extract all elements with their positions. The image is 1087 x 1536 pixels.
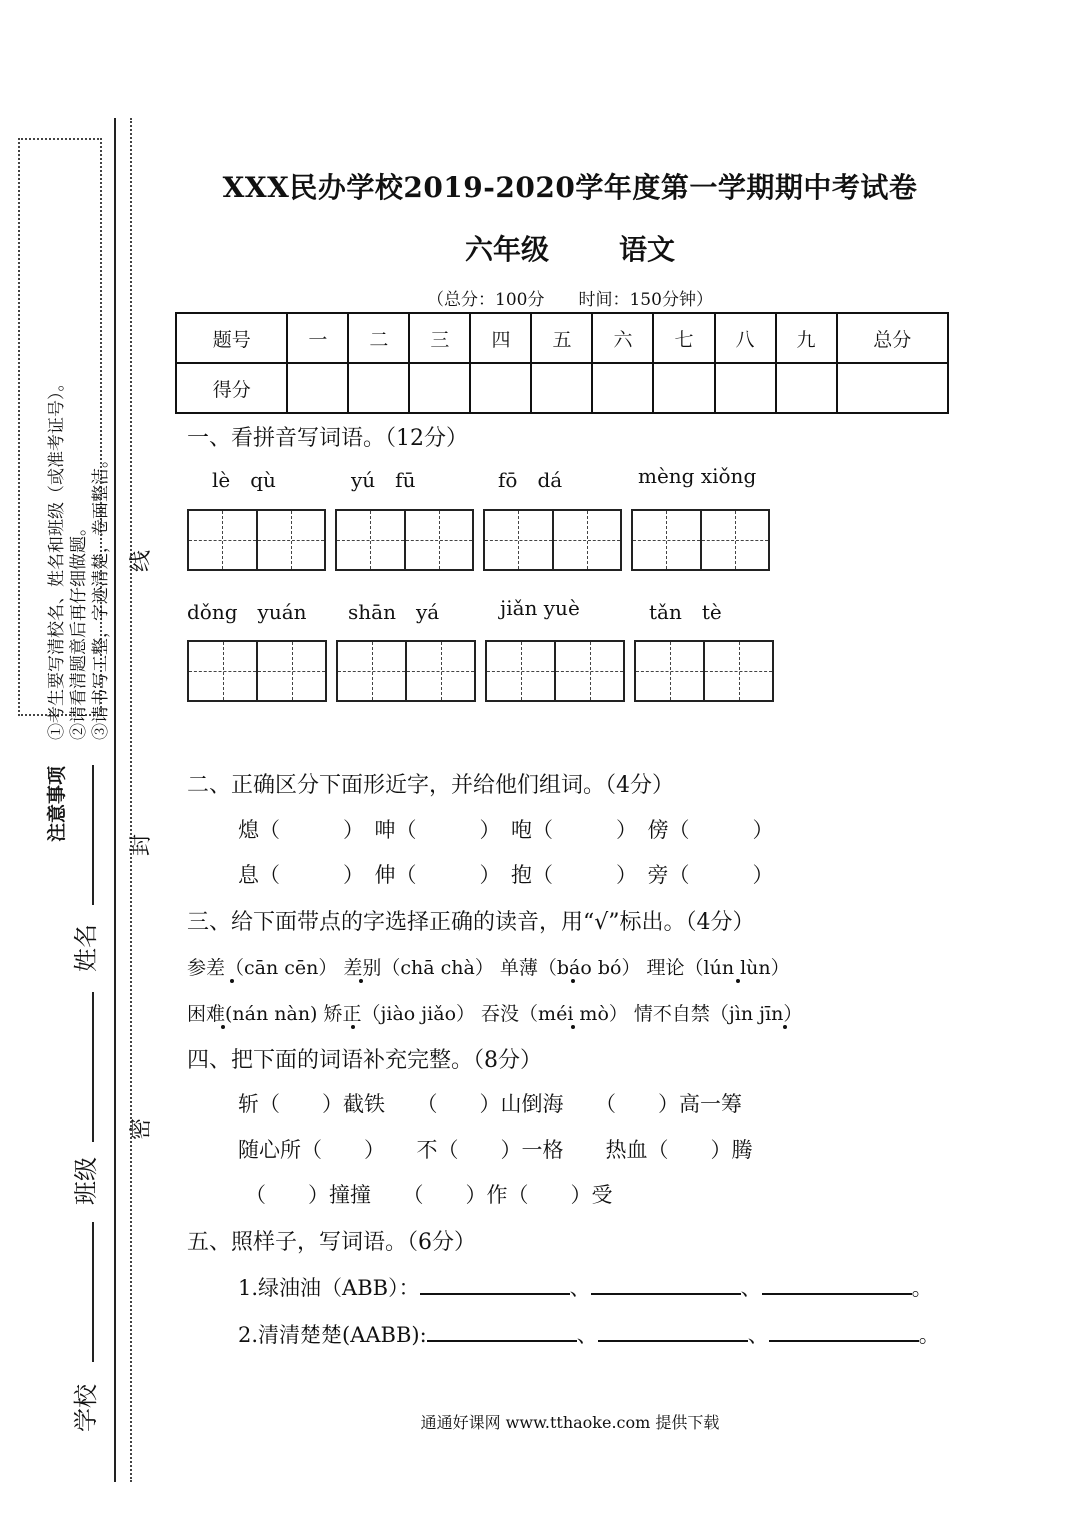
q1-pinyin: fō dá [498,468,563,492]
tianzige-box[interactable] [634,640,774,702]
q2-row-2: 息（ ） 伸（ ） 抱（ ） 旁（ ） [238,863,774,887]
score-table-score-row [176,363,948,413]
q1-pinyin: tǎn tè [649,600,722,624]
score-table-header-row [176,313,948,363]
q3-row-2: 困难(nán nàn) 矫正（jiào jiǎo） 吞没（méi mò） 情不自禁（jìn jīn） [187,1003,803,1025]
tianzige-box[interactable] [335,509,474,571]
score-header-cell: 二 [348,313,409,363]
score-header-cell: 一 [287,313,348,363]
q4-row-2: 随心所（ ） 不（ ）一格 热血（ ）腾 [238,1138,753,1162]
class-underline [92,992,94,1142]
binding-solid-line [114,118,116,1482]
name-underline [92,765,94,905]
exam-title: XXX民办学校2019-2020学年度第一学期期中考试卷 [222,171,918,204]
emphasis-dot [736,979,740,983]
score-header-cell: 三 [409,313,470,363]
score-input-cell[interactable] [715,363,776,413]
seal-char-line: 线 [129,549,154,572]
grade-label: 六年级 [464,233,549,266]
score-input-cell[interactable] [653,363,714,413]
score-header-cell: 六 [592,313,653,363]
tianzige-box[interactable] [631,509,770,571]
separator: 、 [569,1276,591,1300]
q5-item-1-label: 1.绿油油（ABB）： [238,1276,420,1300]
q1-pinyin: mèng xiǒng [638,464,757,488]
score-input-cell[interactable] [592,363,653,413]
score-table [175,312,949,414]
score-input-cell[interactable] [287,363,348,413]
emphasis-dot [571,979,575,983]
q3-title: 三、给下面带点的字选择正确的读音，用“√”标出。（4分） [187,910,755,935]
answer-blank[interactable] [762,1275,912,1295]
score-header-cell: 总分 [837,313,948,363]
answer-blank[interactable] [420,1275,570,1295]
subject-label: 语文 [619,233,676,266]
score-header-cell: 九 [776,313,837,363]
emphasis-dot [221,1025,225,1029]
emphasis-dot [230,979,234,983]
answer-blank[interactable] [591,1275,741,1295]
score-input-cell[interactable] [776,363,837,413]
score-input-cell[interactable] [470,363,531,413]
answer-blank[interactable] [769,1322,919,1342]
score-input-cell[interactable] [531,363,592,413]
emphasis-dot [359,979,363,983]
q5-title: 五、照样子，写词语。（6分） [187,1230,476,1255]
score-header-cell: 题号 [176,313,287,363]
binding-dotted-line [130,118,132,1482]
q2-row-1: 熄（ ） 呻（ ） 咆（ ） 傍（ ） [238,818,774,842]
tianzige-box[interactable] [483,509,622,571]
score-input-cell[interactable] [348,363,409,413]
score-header-cell: 七 [653,313,714,363]
q1-pinyin: dǒng yuán [187,600,307,624]
notice-title: 注意事项 [46,765,68,842]
exam-subtitle [150,228,990,268]
notice-line-1: ①考生要写清校名、姓名和班级（或准考证号）。 [47,374,67,740]
q1-title: 一、看拼音写词语。（12分） [187,426,468,451]
q1-pinyin: lè qù [212,468,276,492]
seal-char-secret: 密 [129,1117,154,1140]
school-label: 学校 [72,1384,100,1432]
answer-blank[interactable] [427,1322,577,1342]
terminator: 。 [918,1323,940,1347]
tianzige-box[interactable] [485,640,625,702]
score-input-cell[interactable] [837,363,948,413]
name-label: 姓名 [72,924,100,972]
separator: 、 [576,1323,598,1347]
tianzige-box[interactable] [187,509,326,571]
school-underline [92,1222,94,1362]
notice-box [18,138,111,842]
emphasis-dot [571,1025,575,1029]
tianzige-box[interactable] [336,640,476,702]
q4-row-3: （ ）撞撞 （ ）作（ ）受 [245,1183,613,1207]
q5-item-2-label: 2.清清楚楚(AABB): [238,1323,427,1347]
q5-item-2 [238,1319,940,1349]
terminator: 。 [911,1276,933,1300]
separator: 、 [747,1323,769,1347]
score-header-cell: 四 [470,313,531,363]
q2-title: 二、正确区分下面形近字，并给他们组词。（4分） [187,773,674,798]
q1-pinyin: jiǎn yuè [500,596,580,620]
footer-text: 通通好课网 www.tthaoke.com 提供下载 [420,1413,720,1432]
score-header-cell: 五 [531,313,592,363]
q5-item-1 [238,1272,933,1302]
seal-char-seal: 封 [129,833,154,856]
score-input-cell[interactable] [409,363,470,413]
notice-line-2: ②请看清题意后再仔细做题。 [69,519,89,740]
notice-line-3: ③请书写工整，字迹清楚，卷面整洁。 [91,451,111,740]
separator: 、 [740,1276,762,1300]
score-header-cell: 八 [715,313,776,363]
q3-row-1: 参差（cān cēn） 差别（chā chà） 单薄（báo bó） 理论（lún lùn） [187,957,790,979]
emphasis-dot [351,1025,355,1029]
q4-row-1: 斩（ ）截铁 （ ）山倒海 （ ）高一筹 [238,1092,742,1116]
emphasis-dot [783,1025,787,1029]
q4-title: 四、把下面的词语补充完整。（8分） [187,1048,542,1073]
class-label: 班级 [72,1157,100,1205]
tianzige-box[interactable] [187,640,327,702]
q1-pinyin: shān yá [348,600,440,624]
q1-pinyin: yú fū [351,468,416,492]
exam-meta: （总分：100分 时间：150分钟） [427,290,713,310]
answer-blank[interactable] [598,1322,748,1342]
score-row-label: 得分 [176,363,287,413]
